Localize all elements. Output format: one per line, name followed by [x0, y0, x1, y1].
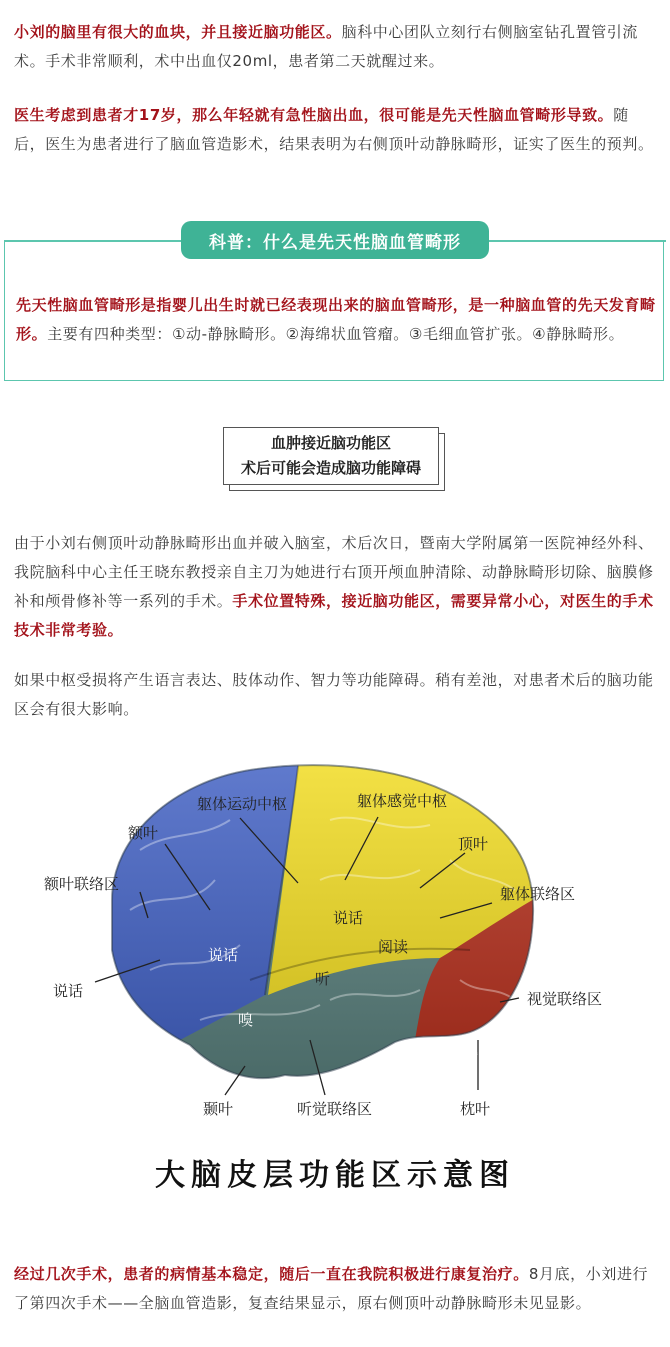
brain-function-diagram — [0, 740, 670, 1210]
label-speech: 说话 — [53, 982, 84, 1000]
inner-label-reading: 阅读 — [378, 938, 409, 956]
inner-label-speech-frontal: 说话 — [208, 946, 239, 964]
highlight-text: 先天性脑血管畸形是指婴儿出生时就已经表现出来的脑血管畸形，是一种脑血管的先天发育畸形。 — [16, 296, 656, 343]
label-frontal-lobe: 额叶 — [128, 824, 159, 842]
body-text: 主要有四种类型：①动-静脉畸形。②海绵状血管瘤。③毛细血管扩张。④静脉畸形。 — [47, 325, 625, 343]
callout-line-1: 血肿接近脑功能区 — [270, 434, 391, 452]
label-visual-association: 视觉联络区 — [527, 990, 603, 1008]
kepu-title-tab: 科普：什么是先天性脑血管畸形 — [181, 221, 489, 259]
body-text: 8月底，小刘进行了第四次手术——全脑血管造影，复查结果显示，原右侧顶叶动静脉畸形未见显影。 — [14, 1265, 649, 1312]
label-parietal-lobe: 顶叶 — [458, 835, 489, 853]
label-auditory-association: 听觉联络区 — [297, 1100, 373, 1118]
inner-label-vision: 视 — [463, 1040, 479, 1058]
figure-title: 大脑皮层功能区示意图 — [155, 1158, 515, 1193]
label-frontal-association: 额叶联络区 — [44, 875, 120, 893]
paragraph-surgery — [14, 529, 656, 645]
callout-box — [223, 427, 439, 485]
paragraph-risk — [14, 666, 656, 724]
inner-label-speech-parietal: 说话 — [333, 909, 364, 927]
highlight-text: 小刘的脑里有很大的血块，并且接近脑功能区。 — [14, 23, 342, 41]
body-text: 随后，医生为患者进行了脑血管造影术，结果表明为右侧顶叶动静脉畸形，证实了医生的预判。 — [14, 106, 654, 153]
label-motor-center: 躯体运动中枢 — [197, 795, 288, 813]
body-text: 脑科中心团队立刻行右侧脑室钻孔置管引流术。手术非常顺利，术中出血仅20ml，患者第二天就醒过来。 — [14, 23, 639, 70]
body-text: 如果中枢受损将产生语言表达、肢体动作、智力等功能障碍。稍有差池，对患者术后的脑功能区会有很大影响。 — [14, 671, 654, 718]
kepu-text — [16, 291, 656, 349]
highlight-text: 手术位置特殊，接近脑功能区，需要异常小心，对医生的手术技术非常考验。 — [14, 592, 654, 639]
label-temporal-lobe: 颞叶 — [203, 1100, 234, 1118]
inner-label-hearing: 听 — [315, 970, 331, 988]
highlight-text: 医生考虑到患者才17岁，那么年轻就有急性脑出血，很可能是先天性脑血管畸形导致。 — [14, 106, 614, 124]
inner-label-smell: 嗅 — [238, 1011, 254, 1029]
paragraph-recovery — [14, 1260, 656, 1318]
body-text: 由于小刘右侧顶叶动静脉畸形出血并破入脑室，术后次日，暨南大学附属第一医院神经外科、我院脑科中心主任王晓东教授亲自主刀为她进行右顶开颅血肿清除、动静脉畸形切除、脑膜修补和颅骨修补等一系列的手术。 — [14, 534, 654, 610]
callout-line-2: 术后可能会造成脑功能障碍 — [240, 459, 421, 477]
paragraph-diagnosis — [14, 101, 656, 159]
label-sensory-center: 躯体感觉中枢 — [357, 792, 448, 810]
paragraph-intro — [14, 18, 656, 76]
label-occipital-lobe: 枕叶 — [460, 1100, 491, 1118]
label-somatic-association: 躯体联络区 — [500, 885, 576, 903]
highlight-text: 经过几次手术，患者的病情基本稳定，随后一直在我院积极进行康复治疗。 — [14, 1265, 529, 1283]
